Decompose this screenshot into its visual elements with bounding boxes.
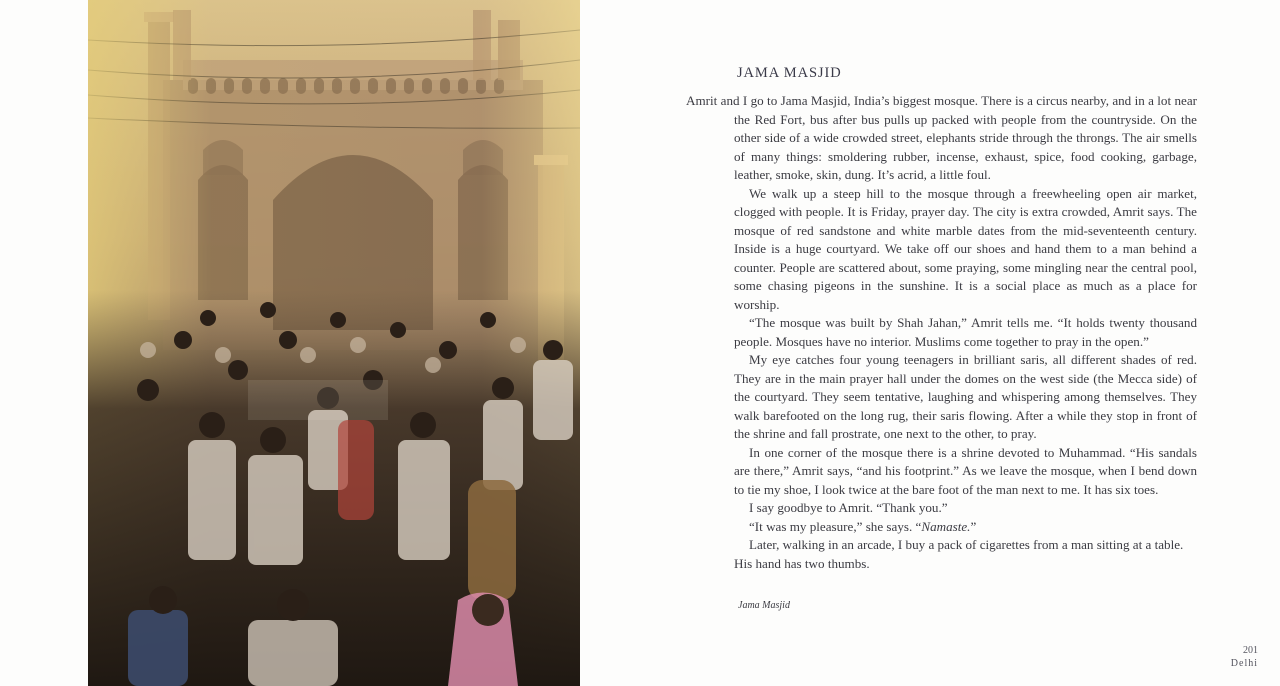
quote-emphasis: Namaste. [921,518,971,534]
quote-paragraph [734,518,1197,537]
final-paragraph: Later, walking in an arcade, I buy a pack of cigarettes from a man sitting at a table. His hand has two thumbs. [734,537,1184,571]
paragraph: “The mosque was built by Shah Jahan,” Amrit tells me. “It holds twenty thousand people. Mosques have no interior. Muslims come together to pray in the open.” [734,315,1197,349]
quote-close: ” [970,518,977,534]
quote-text: “It was my pleasure,” she says. “ [749,518,922,534]
photograph-image [88,0,580,686]
section-name: Delhi [1230,658,1258,669]
body-text [686,92,1197,573]
jama-masjid-photograph [88,0,580,686]
paragraph: I say goodbye to Amrit. “Thank you.” [749,500,948,515]
photo-caption: Jama Masjid [738,600,790,611]
paragraph: We walk up a steep hill to the mosque through a freewheeling open air market, clogged with people. It is Friday, prayer day. The city is extra crowded, Amrit says. The mosque of red sandstone and white marble dates from the mid-seventeenth century. Inside is a huge courtyard. We take off our shoes and hand them to a man behind a counter. People are scattered about, some praying, some mingling near the central pool, some chasing pigeons in the sunshine. It is a social place as much as a place for worship. [734,185,1197,312]
paragraph: Amrit and I go to Jama Masjid, India’s biggest mosque. There is a circus nearby, and in a lot near the Red Fort, bus after bus pulls up packed with people from the countryside. On the other side of a wide crowded street, elephants stride through the throngs. The air smells of many things: smoldering rubber, incense, exhaust, spice, food cooking, garbage, leather, smoke, skin, dung. It’s acrid, a little foul. [686,93,1197,182]
paragraph: In one corner of the mosque there is a shrine devoted to Muhammad. “His sandals are there,” Amrit says, “and his footprint.” As we leave the mosque, when I bend down to tie my shoe, I look twice at the bare foot of the man next to me. It has six toes. [734,444,1197,497]
page-folio [1231,644,1258,670]
paragraph: My eye catches four young teenagers in brilliant saris, all different shades of red. They are in the main prayer hall under the domes on the west side (the Mecca side) of the courtyard. They seem tentative, laughing and whispering among themselves. They walk barefooted on the long rug, their saris flowing. After a while they stop in front of the shrine and fall prostrate, one next to the other, to pray. [734,352,1197,441]
page-number: 201 [1243,645,1258,656]
chapter-heading: JAMA MASJID [737,65,842,81]
